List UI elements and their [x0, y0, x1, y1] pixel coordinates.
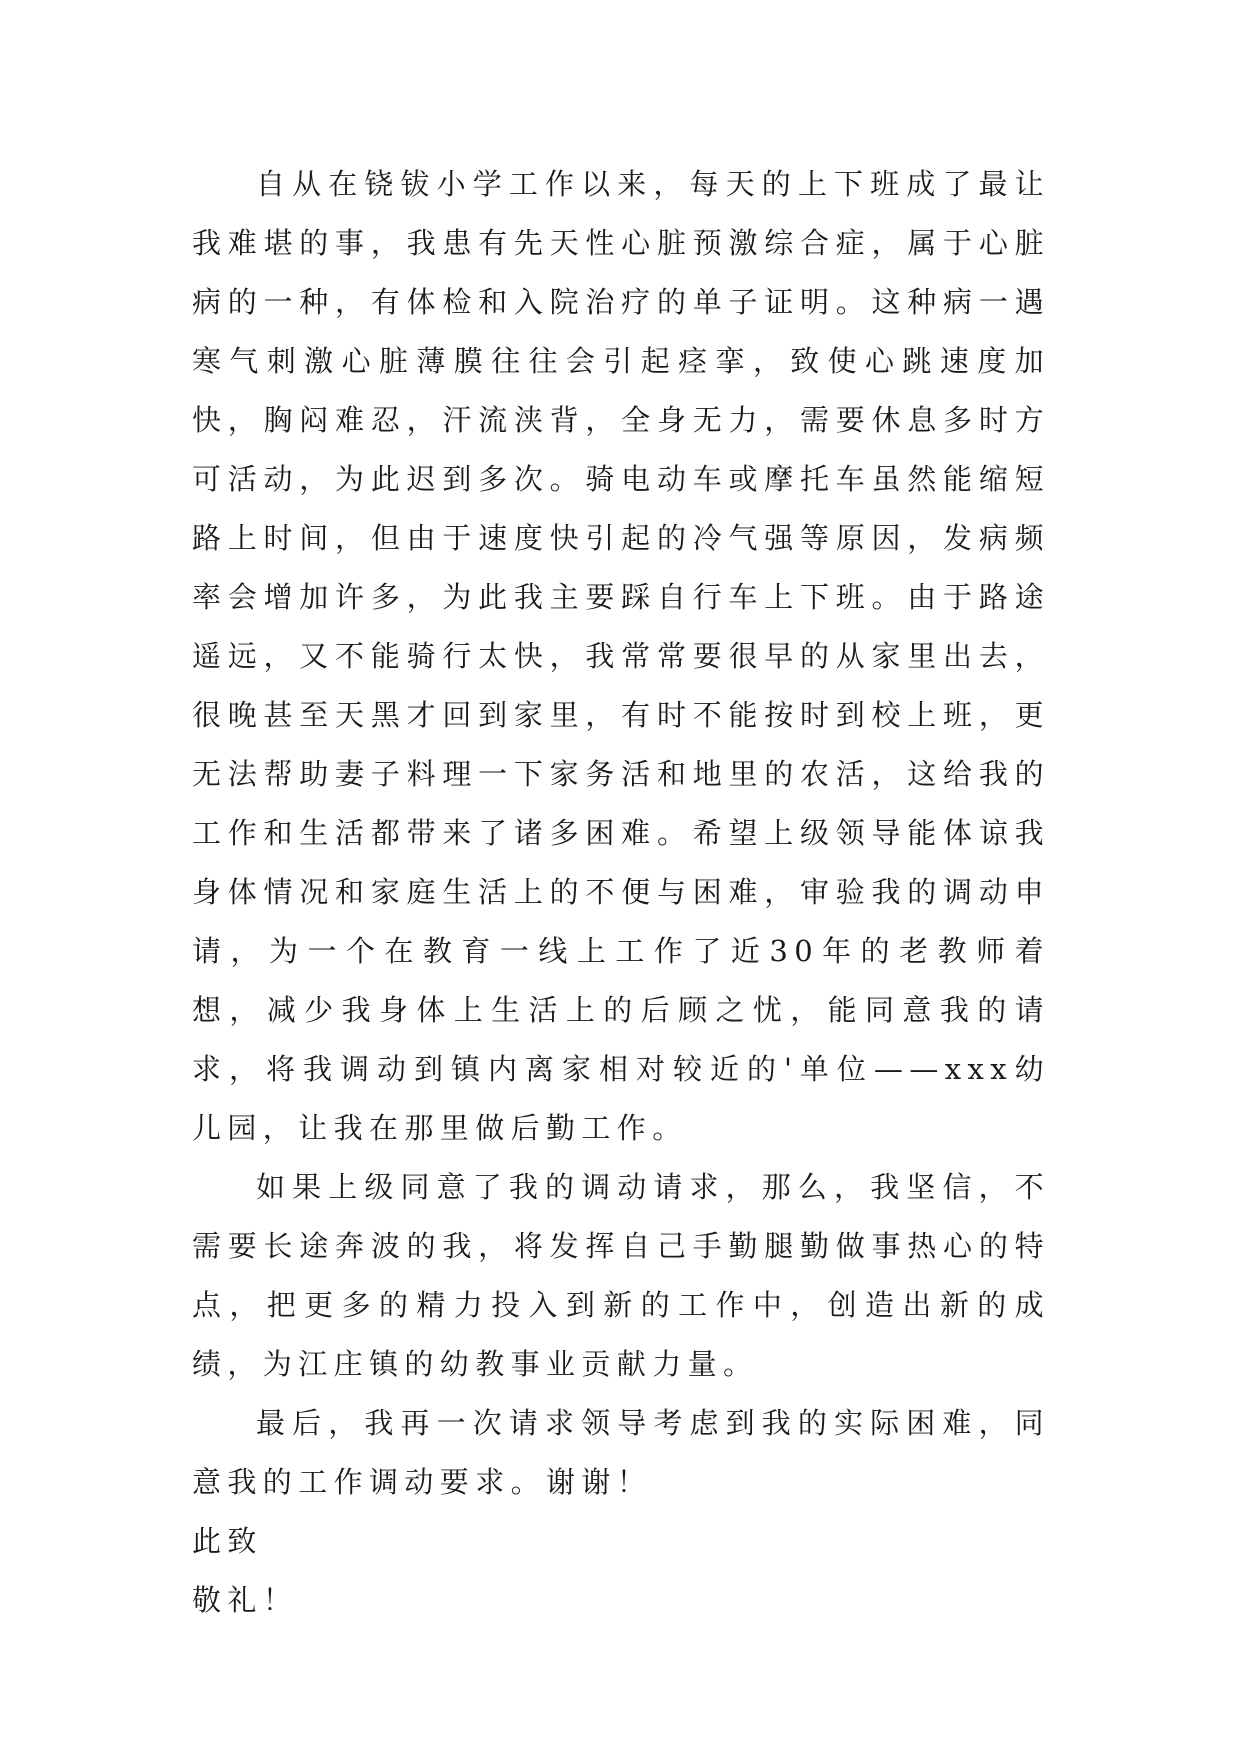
body-paragraph-1: 自从在铙钹小学工作以来，每天的上下班成了最让我难堪的事，我患有先天性心脏预激综合症，属于心脏病的一种，有体检和入院治疗的单子证明。这种病一遇寒气刺激心脏薄膜往往会引起痉挛，致使心跳速度加快，胸闷难忍，汗流浃背，全身无力，需要休息多时方可活动，为此迟到多次。骑电动车或摩托车虽然能缩短路上时间，但由于速度快引起的冷气强等原因，发病频率会增加许多，为此我主要踩自行车上下班。由于路途遥远，又不能骑行太快，我常常要很早的从家里出去，很晚甚至天黑才回到家里，有时不能按时到校上班，更无法帮助妻子料理一下家务活和地里的农活，这给我的工作和生活都带来了诸多困难。希望上级领导能体谅我身体情况和家庭生活上的不便与困难，审验我的调动申请，为一个在教育一线上工作了近30年的老教师着想，减少我身体上生活上的后顾之忧，能同意我的请求，将我调动到镇内离家相对较近的'单位——xxx幼儿园，让我在那里做后勤工作。: [192, 167, 1050, 1145]
letter-body: [192, 155, 1050, 1630]
salutation-line: 敬礼！: [192, 1583, 299, 1617]
body-paragraph-3: 最后，我再一次请求领导考虑到我的实际困难，同意我的工作调动要求。谢谢！: [192, 1406, 1050, 1499]
closing-line: 此致: [192, 1524, 263, 1558]
body-paragraph-2: 如果上级同意了我的调动请求，那么，我坚信，不需要长途奔波的我，将发挥自己手勤腿勤做事热心的特点，把更多的精力投入到新的工作中，创造出新的成绩，为江庄镇的幼教事业贡献力量。: [192, 1170, 1050, 1381]
